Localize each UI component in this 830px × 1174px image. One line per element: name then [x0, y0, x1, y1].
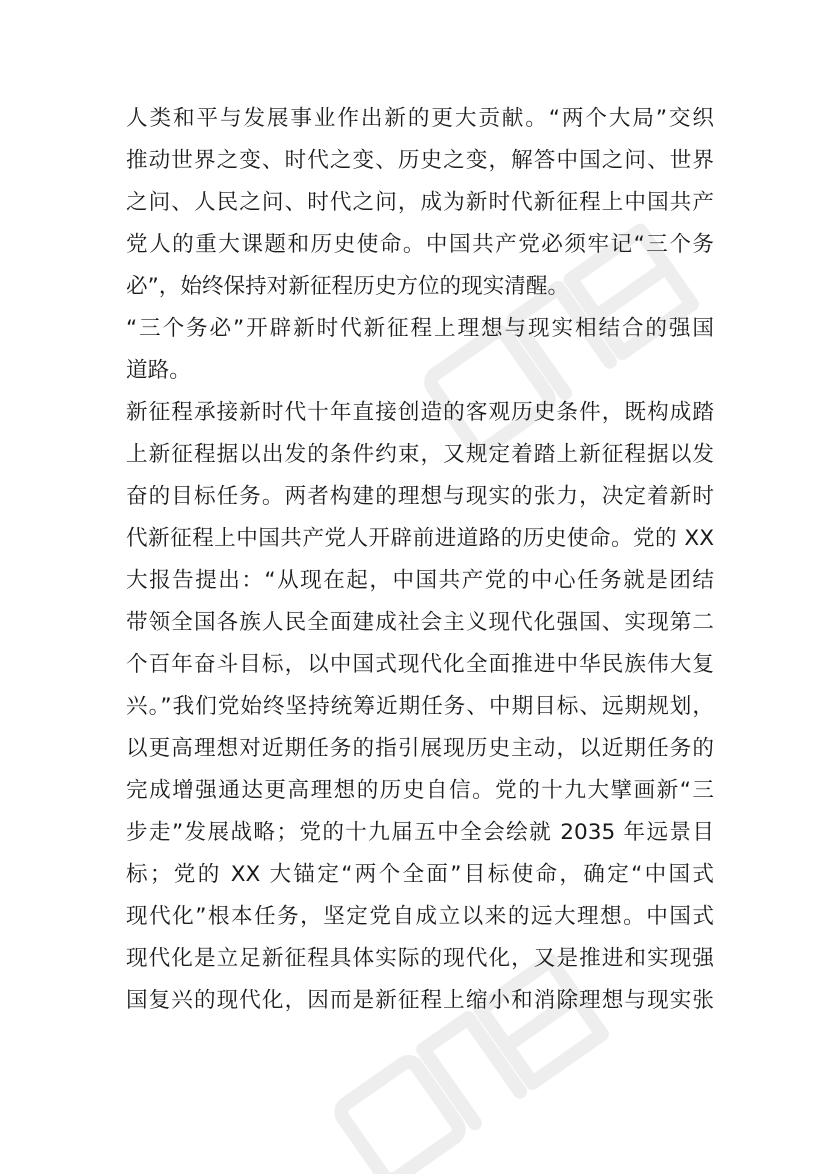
text-line: 完成增强通达更高理想的历史自信。党的十九大擘画新“三 — [126, 778, 714, 803]
text-line: 奋的目标任务。两者构建的理想与现实的张力，决定着新时 — [126, 484, 714, 509]
text-line: “三个务必”开辟新时代新征程上理想与现实相结合的强国 — [126, 316, 714, 341]
text-line: 代新征程上中国共产党人开辟前进道路的历史使命。党的 XX — [126, 526, 714, 551]
text-line: 推动世界之变、时代之变、历史之变，解答中国之问、世界 — [126, 148, 714, 173]
text-line: 大报告提出：“从现在起，中国共产党的中心任务就是团结 — [126, 568, 714, 593]
text-line: 道路。 — [126, 358, 191, 383]
text-line: 标；党的 XX 大锚定“两个全面”目标使命，确定“中国式 — [126, 862, 714, 887]
text-line: 新征程承接新时代十年直接创造的客观历史条件，既构成踏 — [126, 400, 714, 425]
text-line: 国复兴的现代化，因而是新征程上缩小和消除理想与现实张 — [126, 988, 714, 1013]
text-line: 人类和平与发展事业作出新的更大贡献。“两个大局”交织 — [126, 106, 714, 131]
text-line: 党人的重大课题和历史使命。中国共产党必须牢记“三个务 — [126, 232, 714, 257]
text-line: 必”，始终保持对新征程历史方位的现实清醒。 — [126, 274, 570, 299]
text-line: 兴。”我们党始终坚持统筹近期任务、中期目标、远期规划， — [126, 694, 714, 719]
text-line: 现代化”根本任务，坚定党自成立以来的远大理想。中国式 — [126, 904, 714, 929]
text-line: 之问、人民之问、时代之问，成为新时代新征程上中国共产 — [126, 190, 714, 215]
body-text — [126, 98, 714, 1022]
text-line: 个百年奋斗目标，以中国式现代化全面推进中华民族伟大复 — [126, 652, 714, 677]
text-line: 以更高理想对近期任务的指引展现历史主动，以近期任务的 — [126, 736, 714, 761]
text-line: 上新征程据以出发的条件约束，又规定着踏上新征程据以发 — [126, 442, 714, 467]
text-line: 带领全国各族人民全面建成社会主义现代化强国、实现第二 — [126, 610, 714, 635]
text-line: 现代化是立足新征程具体实际的现代化，又是推进和实现强 — [126, 946, 714, 971]
text-line: 步走”发展战略；党的十九届五中全会绘就 2035 年远景目 — [126, 820, 714, 845]
